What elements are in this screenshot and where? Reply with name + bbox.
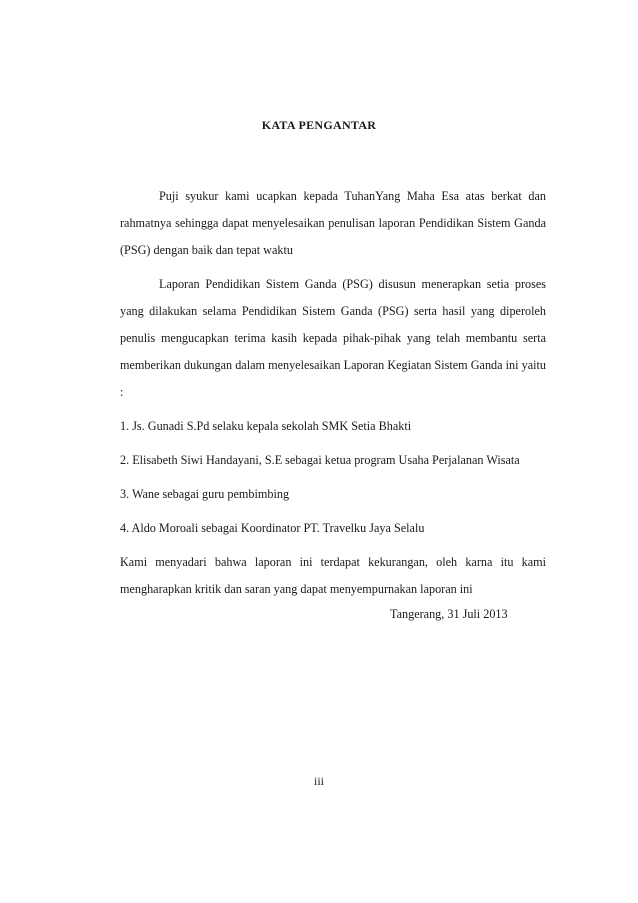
paragraph-closing: Kami menyadari bahwa laporan ini terdapat kekurangan, oleh karna itu kami mengharapkan kritik dan saran yang dapat menyempurnakan laporan ini — [120, 555, 546, 596]
paragraph-intro: Puji syukur kami ucapkan kepada TuhanYang Maha Esa atas berkat dan rahmatnya sehingga dapat menyelesaikan penulisan laporan Pendidikan Sistem Ganda (PSG) dengan baik dan tepat waktu — [120, 189, 546, 257]
list-item: 3. Wane sebagai guru pembimbing — [120, 487, 290, 501]
paragraph-report: Laporan Pendidikan Sistem Ganda (PSG) disusun menerapkan setia proses yang dilakukan selama Pendidikan Sistem Ganda (PSG) serta hasil yang diperoleh penulis mengucapkan terima kasih kepada pihak-pihak yang telah membantu serta memberikan dukungan dalam menyelesaikan Laporan Kegiatan Sistem Ganda ini yaitu : — [120, 277, 546, 399]
list-item: 2. Elisabeth Siwi Handayani, S.E sebagai ketua program Usaha Perjalanan Wisata — [120, 453, 520, 467]
list-item: 4. Aldo Moroali sebagai Koordinator PT. Travelku Jaya Selalu — [120, 521, 425, 535]
acknowledgement-list — [120, 413, 546, 542]
signature-place-date: Tangerang, 31 Juli 2013 — [390, 607, 508, 621]
list-item: 1. Js. Gunadi S.Pd selaku kepala sekolah SMK Setia Bhakti — [120, 419, 412, 433]
document-body — [120, 183, 546, 610]
page-title: KATA PENGANTAR — [261, 118, 377, 132]
page-number: iii — [313, 774, 324, 788]
